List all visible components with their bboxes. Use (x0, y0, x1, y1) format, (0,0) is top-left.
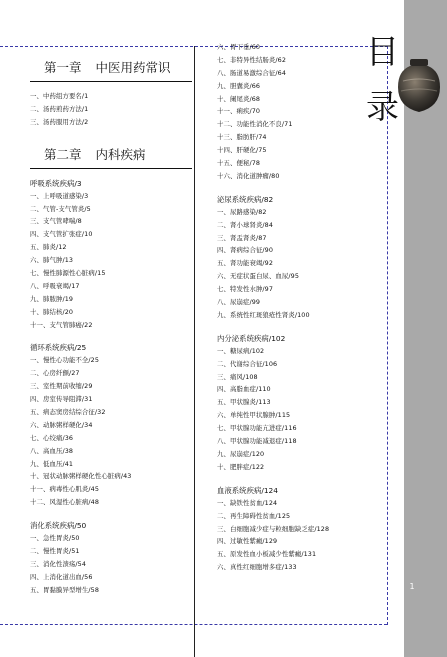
chapter-number: 第一章 (44, 60, 82, 75)
pottery-jar-icon (394, 57, 444, 115)
toc-left-column (30, 58, 192, 597)
toc-entry[interactable]: 九、低血压/41 (30, 459, 74, 468)
toc-entry[interactable]: 五、病态窦房结综合征/32 (30, 408, 106, 417)
toc-section[interactable]: 消化系统疾病/50 (30, 521, 87, 531)
toc-entry[interactable]: 七、非特异性结肠炎/62 (217, 55, 287, 64)
toc-entry[interactable]: 四、上消化道出血/56 (30, 572, 93, 581)
toc-entry[interactable]: 十五、便秘/78 (217, 159, 261, 168)
toc-section[interactable]: 循环系统疾病/25 (30, 343, 87, 353)
spacer (217, 183, 387, 193)
toc-entry[interactable]: 三、消化性溃疡/54 (30, 559, 87, 568)
toc-entry[interactable]: 十六、消化道肿瘤/80 (217, 171, 280, 180)
toc-entry[interactable]: 六、无症状蛋白尿、血尿/95 (217, 272, 299, 281)
chapter-heading (30, 145, 192, 169)
toc-entry[interactable]: 十二、功能性消化不良/71 (217, 120, 293, 129)
toc-entry[interactable]: 十、肺结核/20 (30, 307, 74, 316)
toc-entry[interactable]: 六、肺气肿/13 (30, 256, 74, 265)
toc-entry[interactable]: 三、支气管哮喘/8 (30, 217, 82, 226)
toc-entry[interactable]: 五、甲状腺炎/113 (217, 398, 271, 407)
chapter-number: 第二章 (44, 146, 82, 162)
toc-entry[interactable]: 二、慢性胃炎/51 (30, 547, 80, 556)
toc-section[interactable]: 血液系统疾病/124 (217, 485, 278, 495)
toc-title-mu: 目 (366, 32, 399, 71)
toc-entry[interactable]: 八、肠道易激综合征/64 (217, 68, 287, 77)
toc-entry[interactable]: 六、真性红细胞增多症/133 (217, 563, 297, 572)
toc-entry[interactable]: 十一、病毒性心肌炎/45 (30, 485, 100, 494)
toc-section[interactable]: 呼吸系统疾病/3 (30, 178, 82, 188)
page-number: 1 (409, 582, 415, 591)
toc-section[interactable]: 内分泌系统疾病/102 (217, 333, 286, 343)
toc-entry[interactable]: 四、肾病综合征/90 (217, 246, 274, 255)
chapter-name: 中医用药常识 (95, 60, 171, 75)
toc-entry[interactable]: 四、支气管扩张症/10 (30, 230, 93, 239)
toc-entry[interactable]: 二、汤药煎药方法/1 (30, 104, 89, 113)
toc-section[interactable]: 泌尿系统疾病/82 (217, 194, 274, 204)
toc-entry[interactable]: 三、白细胞减少症与粒细胞缺乏症/128 (217, 524, 330, 533)
toc-entry[interactable]: 八、高血压/38 (30, 446, 74, 455)
toc-entry[interactable]: 十三、脂肪肝/74 (217, 133, 267, 142)
toc-entry[interactable]: 八、呼吸衰竭/17 (30, 281, 80, 290)
toc-entry[interactable]: 七、甲状腺功能亢进症/116 (217, 424, 297, 433)
spacer (30, 129, 192, 145)
toc-entry[interactable]: 二、再生障碍性贫血/125 (217, 511, 291, 520)
toc-entry[interactable]: 五、原发性血小板减少性紫癜/131 (217, 550, 317, 559)
toc-entry[interactable]: 四、房室传导阻滞/31 (30, 395, 93, 404)
toc-entry[interactable]: 九、胆囊炎/66 (217, 81, 261, 90)
toc-entry[interactable]: 五、肺炎/12 (30, 243, 67, 252)
toc-entry[interactable]: 一、糖尿病/102 (217, 346, 265, 355)
toc-entry[interactable]: 九、肺脓肿/19 (30, 294, 74, 303)
toc-entry[interactable]: 三、肾盂肾炎/87 (217, 233, 267, 242)
toc-entry[interactable]: 一、慢性心功能不全/25 (30, 356, 100, 365)
toc-entry[interactable]: 六、胃下垂/60 (217, 43, 261, 51)
toc-entry[interactable]: 一、上呼吸道感染/3 (30, 191, 89, 200)
toc-entry[interactable]: 八、尿崩症/99 (217, 298, 261, 307)
toc-entry[interactable]: 四、高脂血症/110 (217, 385, 271, 394)
toc-entry[interactable]: 八、甲状腺功能减退症/118 (217, 437, 297, 446)
toc-entry[interactable]: 五、胃黏膜异型增生/58 (30, 585, 100, 594)
toc-entry[interactable]: 一、尿路感染/82 (217, 207, 267, 216)
toc-entry[interactable]: 二、代谢综合征/106 (217, 359, 278, 368)
toc-entry[interactable]: 二、心房纤颤/27 (30, 369, 80, 378)
toc-entry[interactable]: 十一、支气管肺癌/22 (30, 320, 93, 329)
toc-entry[interactable]: 三、室性期前收缩/29 (30, 382, 93, 391)
toc-entry[interactable]: 七、慢性肺源性心脏病/15 (30, 269, 106, 278)
toc-entry[interactable]: 十、阑尾炎/68 (217, 94, 261, 103)
toc-entry[interactable]: 十、冠状动脉粥样硬化性心脏病/43 (30, 472, 132, 481)
toc-entry[interactable]: 二、气管-支气管炎/5 (30, 204, 91, 213)
toc-entry[interactable]: 五、肾功能衰竭/92 (217, 259, 274, 268)
toc-entry[interactable]: 二、肾小球肾炎/84 (217, 220, 274, 229)
toc-entry[interactable]: 七、心绞痛/36 (30, 433, 74, 442)
spacer (217, 322, 387, 332)
toc-entry[interactable]: 六、单纯性甲状腺肿/115 (217, 411, 291, 420)
spacer (30, 509, 192, 519)
toc-entry[interactable]: 一、缺铁性贫血/124 (217, 498, 278, 507)
chapter-name: 内科疾病 (95, 146, 146, 162)
toc-entry[interactable]: 三、汤药服用方法/2 (30, 117, 89, 126)
toc-entry[interactable]: 十、肥胖症/122 (217, 462, 265, 471)
toc-right-column (217, 41, 387, 574)
toc-entry[interactable]: 一、中药组方要名/1 (30, 92, 89, 100)
toc-entry[interactable]: 三、痛风/108 (217, 372, 258, 381)
toc-entry[interactable]: 十二、风湿性心脏病/48 (30, 498, 100, 507)
toc-entry[interactable]: 九、系统性红斑狼疮性肾炎/100 (217, 310, 310, 319)
chapter-heading (30, 58, 192, 82)
spacer (217, 474, 387, 484)
toc-entry[interactable]: 十一、痢疾/70 (217, 107, 261, 116)
toc-entry[interactable]: 一、急性胃炎/50 (30, 534, 80, 543)
toc-title-lu: 录 (366, 87, 399, 126)
column-divider (194, 46, 195, 657)
toc-entry[interactable]: 四、过敏性紫癜/129 (217, 537, 278, 546)
toc-entry[interactable]: 十四、肝硬化/75 (217, 146, 267, 155)
toc-entry[interactable]: 九、尿崩症/120 (217, 449, 265, 458)
spacer (30, 331, 192, 341)
toc-entry[interactable]: 七、特发性水肿/97 (217, 285, 274, 294)
toc-entry[interactable]: 六、动脉粥样硬化/34 (30, 420, 93, 429)
